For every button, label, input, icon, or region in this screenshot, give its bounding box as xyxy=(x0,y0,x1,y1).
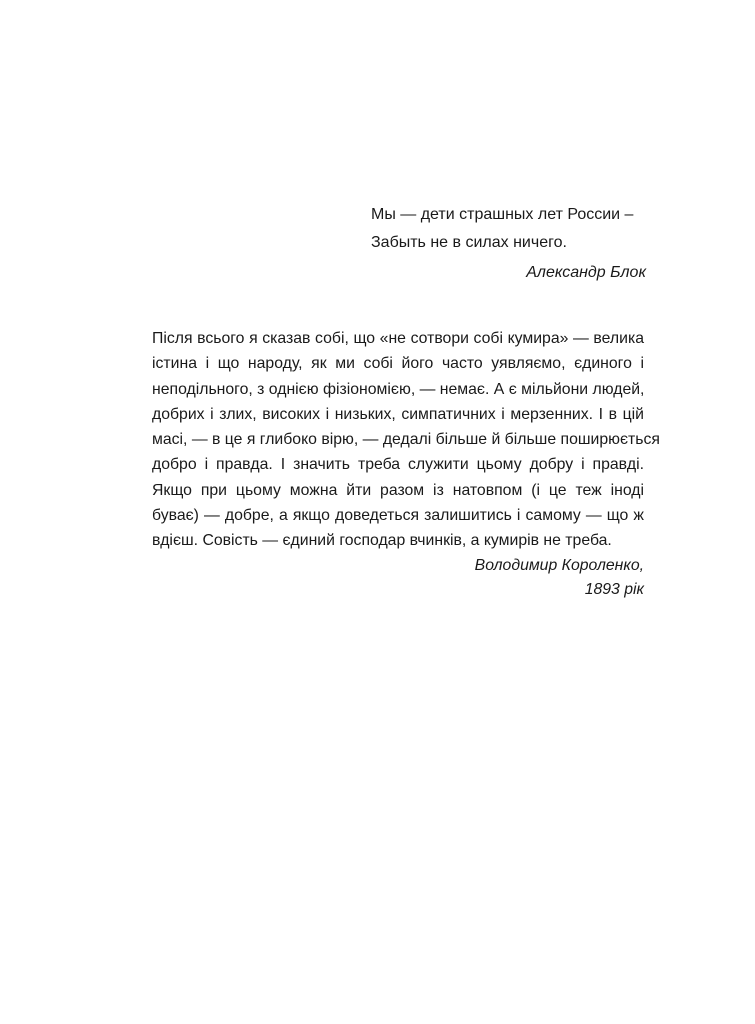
attribution-year: 1893 рік xyxy=(584,580,644,598)
paragraph-line-3: неподільного, з однією фізіономією, — немає. А є мільйони людей, xyxy=(152,380,645,398)
epigraph-line-2: Забыть не в силах ничего. xyxy=(371,234,567,251)
paragraph-line-7: Якщо при цьому можна йти разом із натовпом (і це теж іноді xyxy=(152,481,644,499)
paragraph-line-1: Після всього я сказав собі, що «не сотвори собі кумира» — велика xyxy=(152,330,644,347)
paragraph-line-5: масі, — в це я глибоко вірю, — дедалі більше й більше поширюється xyxy=(152,431,660,449)
epigraph-line-1: Мы — дети страшных лет России – xyxy=(371,206,634,223)
paragraph-line-8: буває) — добре, а якщо доведеться залишитись і самому — що ж xyxy=(152,507,644,525)
epigraph-author: Александр Блок xyxy=(526,264,646,281)
paragraph-line-9: вдієш. Совість — єдиний господар вчинків, а кумирів не треба. xyxy=(152,532,612,550)
epigraph xyxy=(371,201,646,287)
paragraph-line-2: істина і що народу, як ми собі його часто уявляємо, єдиного і xyxy=(152,355,644,373)
paragraph-line-4: добрих і злих, високих і низьких, симпатичних і мерзенних. І в цій xyxy=(152,405,644,423)
quote-paragraph xyxy=(152,326,660,602)
quote-attribution xyxy=(152,554,644,602)
paragraph-line-6: добро і правда. І значить треба служити цьому добру і правді. xyxy=(152,456,644,474)
attribution-author: Володимир Короленко, xyxy=(474,556,644,574)
